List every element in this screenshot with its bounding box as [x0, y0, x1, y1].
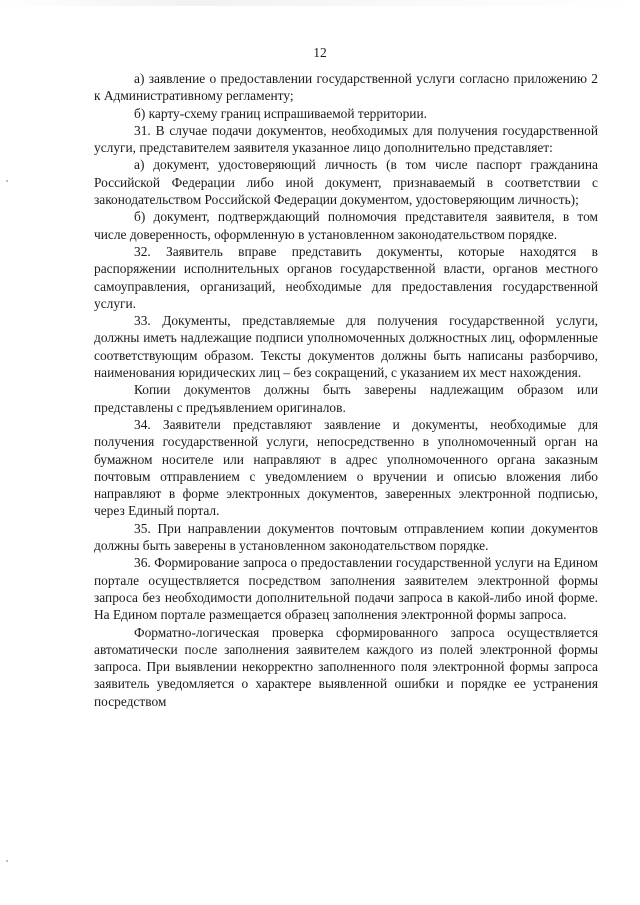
- paragraph-35: 35. При направлении документов почтовым отправлением копии документов должны быть заверены в установленном законодательством порядке.: [94, 520, 598, 554]
- scan-speck: [6, 860, 8, 862]
- page-number: 12: [313, 45, 327, 60]
- paragraph-34: 34. Заявители представляют заявление и документы, необходимые для получения государственной услуги, непосредственно в уполномоченный орган на бумажном носителе или направляют в адрес уполномоченного органа заказным почтовым отправлением с уведомлением о вручении и описью вложения либо направляют в форме электронных документов, заверенных электронной подписью, через Единый портал.: [94, 416, 598, 519]
- paragraph-31-b: б) документ, подтверждающий полномочия представителя заявителя, в том числе доверенность, оформленную в установленном законодательством порядке.: [94, 209, 598, 242]
- paragraph-31-a: а) документ, удостоверяющий личность (в том числе паспорт гражданина Российской Федерации либо иной документ, признаваемый в соответствии с законодательством Российской Федерации документом, удостоверяющим личность);: [94, 157, 598, 208]
- paragraph-36: 36. Формирование запроса о предоставлении государственной услуги на Едином портале осуществляется посредством заполнения заявителем электронной формы запроса без необходимости дополнительной подачи запроса в какой-либо иной форме. На Едином портале размещается образец заполнения электронной формы запроса.: [94, 555, 598, 623]
- paragraph-b-map: б) карту-схему границ испрашиваемой территории.: [134, 105, 427, 121]
- scan-speck: [6, 180, 8, 182]
- scan-edge: [0, 0, 640, 6]
- document-body: [94, 70, 598, 710]
- paragraph-33-copies: Копии документов должны быть заверены надлежащим образом или представлены с предъявлением оригиналов.: [94, 382, 598, 415]
- paragraph-33: 33. Документы, представляемые для получения государственной услуги, должны иметь надлежащие подписи уполномоченных должностных лиц, оформленные соответствующим образом. Тексты документов должны быть написаны разборчиво, наименования юридических лиц – без сокращений, с указанием их мест нахождения.: [94, 313, 598, 381]
- paragraph-36-check: Форматно-логическая проверка сформированного запроса осуществляется автоматически после заполнения заявителем каждого из полей электронной формы запроса. При выявлении некорректно заполненного поля электронной формы запроса заявитель уведомляется о характере выявленной ошибки и порядке ее устранения посредством: [94, 624, 598, 709]
- paragraph-32: 32. Заявитель вправе представить документы, которые находятся в распоряжении исполнительных органов государственной власти, органов местного самоуправления, организаций, необходимые для предоставления государственной услуги.: [94, 243, 598, 311]
- paragraph-31: 31. В случае подачи документов, необходимых для получения государственной услуги, представителем заявителя указанное лицо дополнительно представляет:: [94, 122, 598, 156]
- paragraph-a-application: а) заявление о предоставлении государственной услуги согласно приложению 2 к Административному регламенту;: [94, 71, 598, 104]
